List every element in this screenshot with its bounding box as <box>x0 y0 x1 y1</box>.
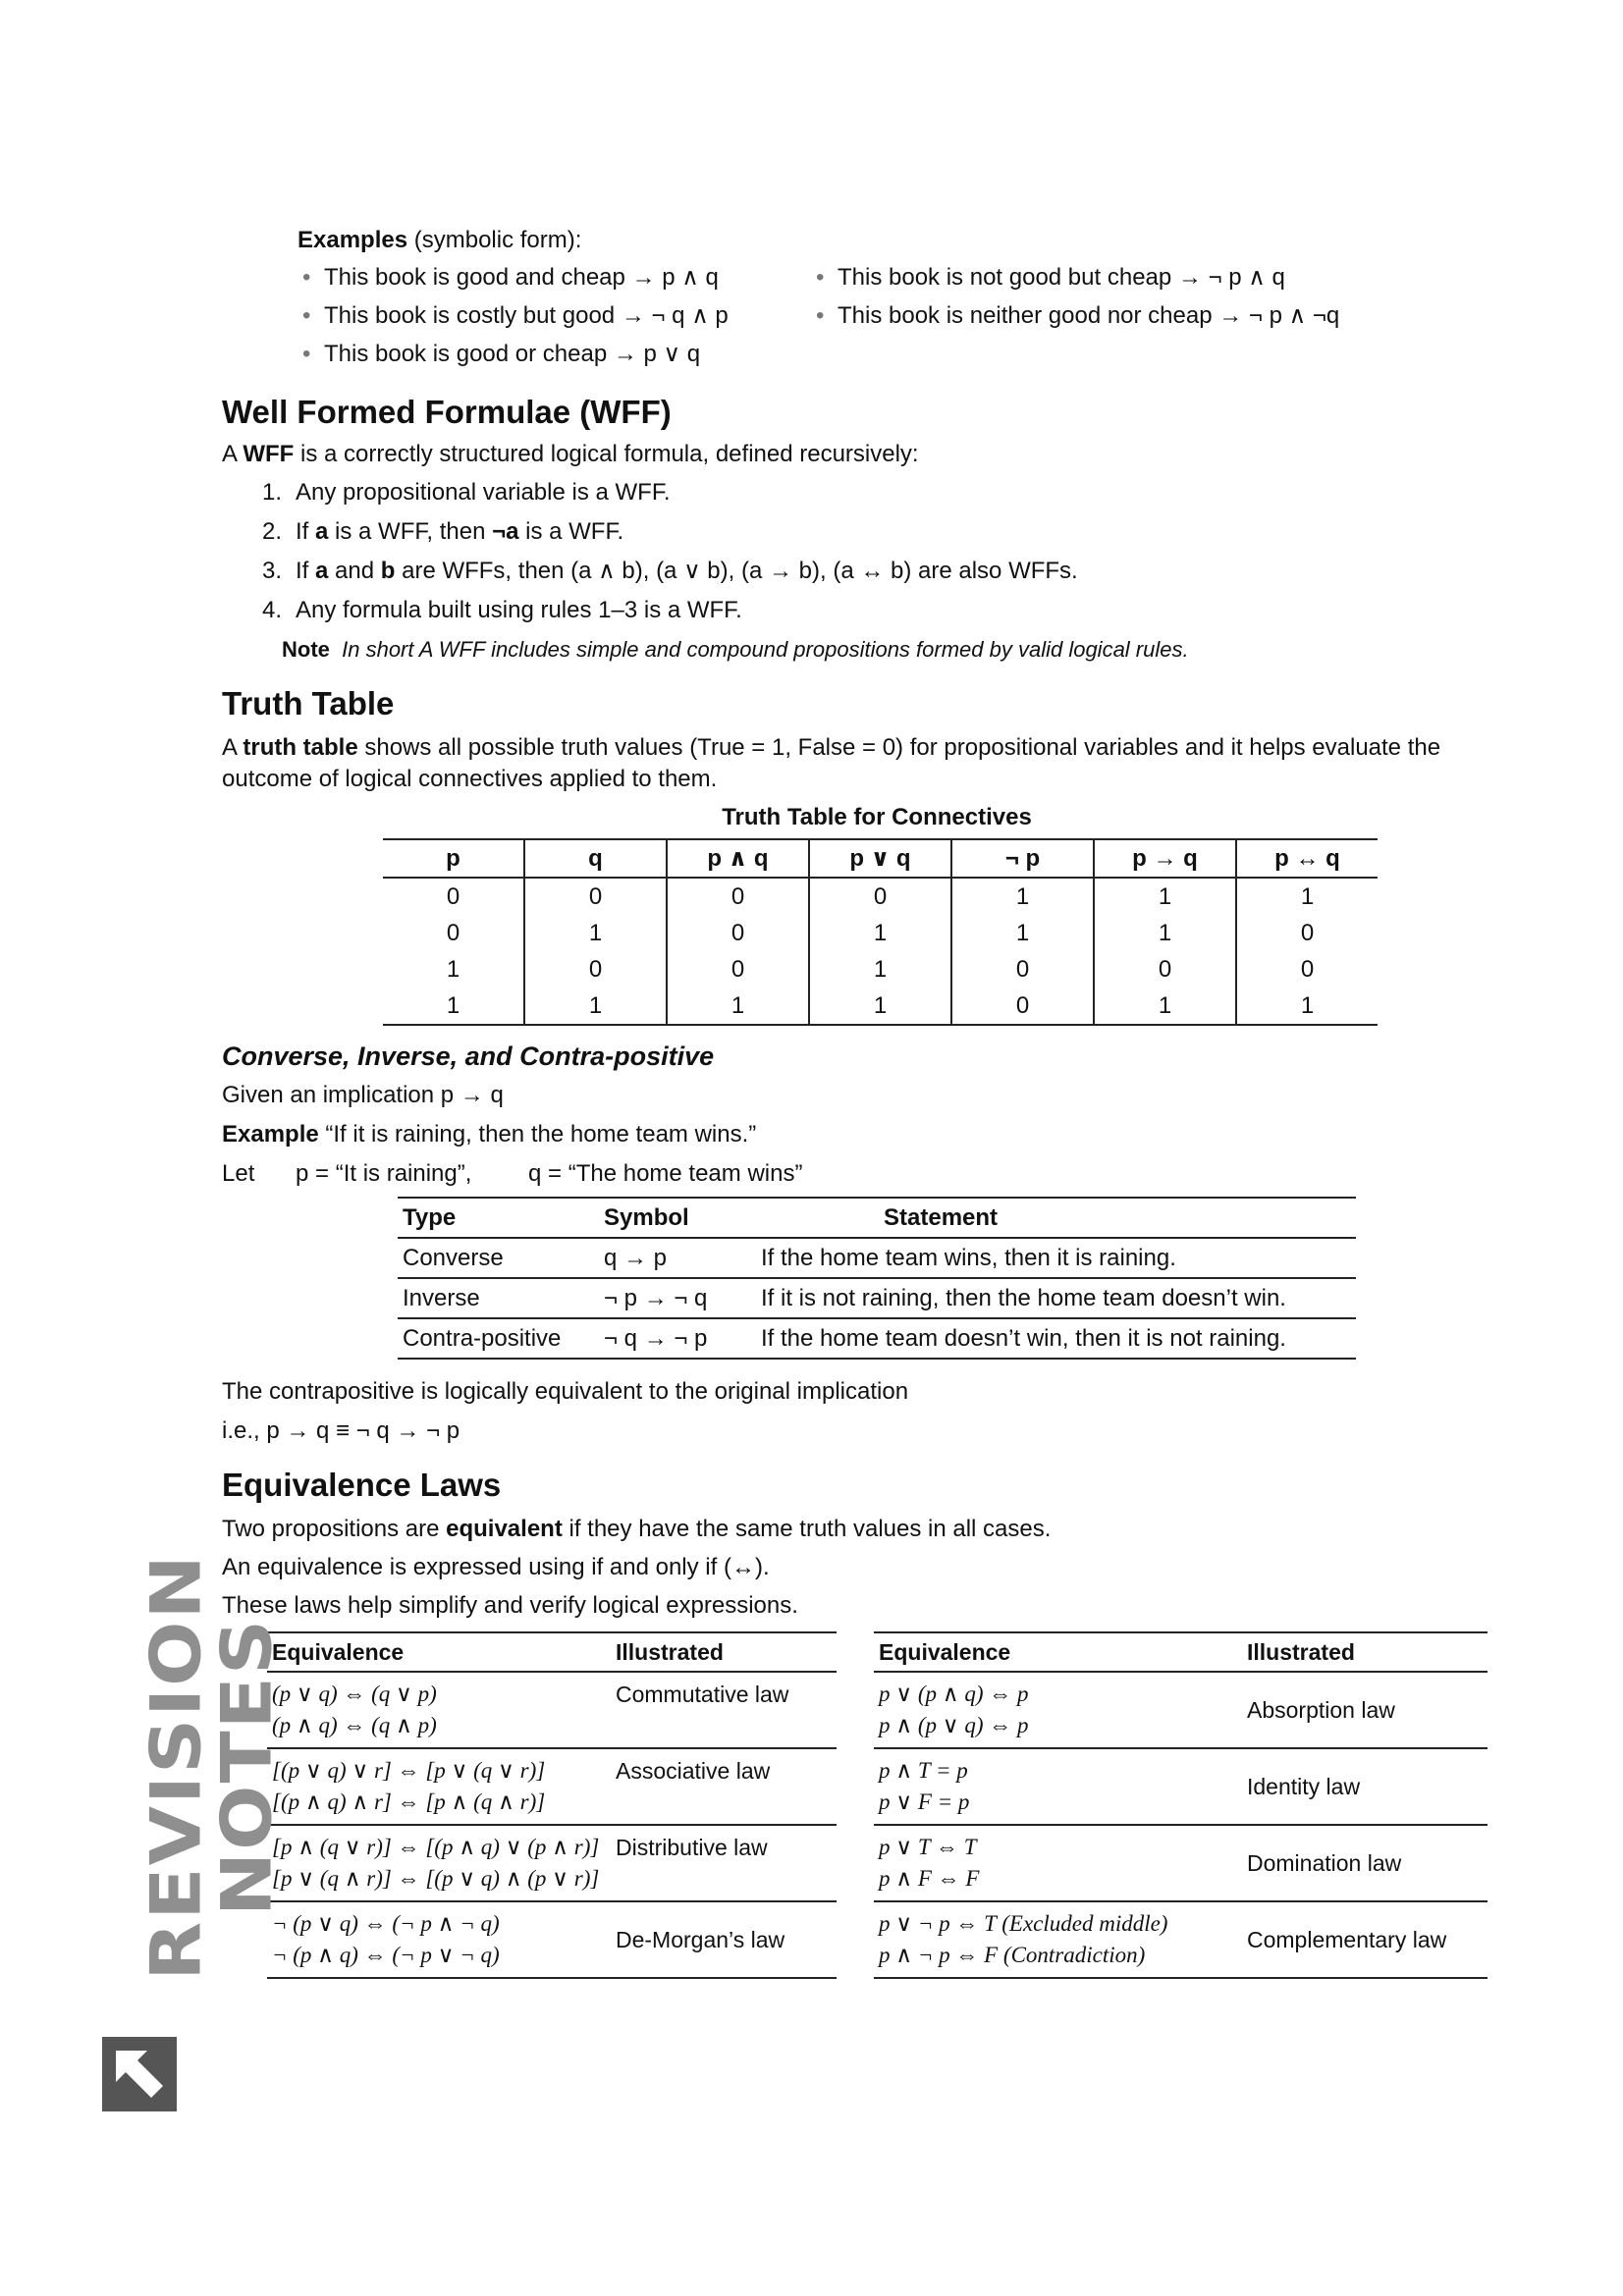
table-row <box>874 1901 1488 1978</box>
truth-header: p ↔ q <box>1236 839 1378 878</box>
cic-title: Converse, Inverse, and Contra-positive <box>222 1041 715 1071</box>
equiv-formula: [(p ∨ q) ∨ r] ⇔ [p ∨ (q ∨ r)] <box>272 1758 546 1783</box>
example-item: • This book is costly but good → ¬ q ∧ p <box>324 301 729 331</box>
equiv-formula: p ∧ (p ∨ q) ⇔ p <box>879 1713 1029 1737</box>
cic-let-p: p = “It is raining”, <box>296 1160 472 1187</box>
example-item: • This book is good and cheap → p ∧ q <box>324 263 719 293</box>
cic-let-q: q = “The home team wins” <box>528 1160 803 1187</box>
cic-cell: Converse <box>398 1238 599 1278</box>
truth-intro: A truth table shows all possible truth values (True = 1, False = 0) for propositional variables and it helps evaluate the <box>222 734 1441 761</box>
cic-cell: If the home team doesn’t win, then it is not raining. <box>756 1318 1356 1359</box>
cic-cell: Inverse <box>398 1278 599 1318</box>
cic-cell: Contra-positive <box>398 1318 599 1359</box>
table-row <box>267 1672 837 1748</box>
revision-notes-tab <box>102 1512 288 2022</box>
equiv-formula: [(p ∧ q) ∧ r] ⇔ [p ∧ (q ∧ r)] <box>272 1789 546 1814</box>
table-row <box>383 878 1378 915</box>
wff-rule: 3. If a and b are WFFs, then (a ∧ b), (a ∨ b), (a → b), (a ↔ b) are also WFFs. <box>262 558 1078 584</box>
truth-cell: 0 <box>809 878 951 915</box>
table-row <box>383 988 1378 1025</box>
cic-header: Symbol <box>599 1198 756 1238</box>
table-row <box>398 1238 1356 1278</box>
equiv-formula: ¬ (p ∨ q) ⇔ (¬ p ∧ ¬ q) <box>272 1911 500 1936</box>
truth-cell: 0 <box>1236 915 1378 951</box>
cic-cell: ¬ q → ¬ p <box>599 1318 756 1359</box>
examples-heading: Examples (symbolic form): <box>298 227 582 253</box>
table-row <box>383 915 1378 951</box>
cic-example: Example “If it is raining, then the home team wins.” <box>222 1121 757 1148</box>
table-row <box>267 1748 837 1825</box>
equiv-line: An equivalence is expressed using if and only if (↔). <box>222 1554 770 1580</box>
wff-note: Note In short A WFF includes simple and compound propositions formed by valid logical rules. <box>282 637 1189 662</box>
cic-note: The contrapositive is logically equivalent to the original implication <box>222 1378 909 1405</box>
equiv-formula: p ∨ ¬ p ⇔ T (Excluded middle) <box>879 1911 1168 1936</box>
equiv-formula: p ∨ T ⇔ T <box>879 1835 977 1859</box>
cic-header: Statement <box>756 1198 1356 1238</box>
equiv-law: Distributive law <box>611 1825 837 1901</box>
equiv-header: Illustrated <box>1242 1632 1488 1672</box>
equiv-line: These laws help simplify and verify logical expressions. <box>222 1592 798 1619</box>
truth-cell: 0 <box>1236 951 1378 988</box>
equiv-law: Identity law <box>1242 1748 1488 1825</box>
cic-let: Let <box>222 1160 255 1187</box>
truth-cell: 1 <box>446 955 460 983</box>
equiv-law: De-Morgan’s law <box>611 1901 837 1978</box>
truth-cell: 0 <box>667 915 809 951</box>
table-row <box>874 1825 1488 1901</box>
equiv-formula: p ∧ ¬ p ⇔ F (Contradiction) <box>879 1943 1146 1967</box>
cic-equivalence: i.e., p → q ≡ ¬ q → ¬ p <box>222 1417 460 1444</box>
wff-rule: 1. Any propositional variable is a WFF. <box>262 479 671 506</box>
wff-rule: 2. If a is a WFF, then ¬a is a WFF. <box>262 518 624 545</box>
wff-rule: 4. Any formula built using rules 1–3 is a WFF. <box>262 597 742 623</box>
example-item: • This book is neither good nor cheap → ¬ p ∧ ¬q <box>838 301 1339 331</box>
equiv-formula: p ∨ F = p <box>879 1789 970 1814</box>
truth-header: p ∨ q <box>809 839 951 878</box>
equiv-formula: ¬ (p ∧ q) ⇔ (¬ p ∨ ¬ q) <box>272 1943 500 1967</box>
truth-cell: 0 <box>1094 951 1236 988</box>
truth-cell: 0 <box>667 878 809 915</box>
arrow-up-left-icon <box>102 2037 177 2111</box>
truth-cell: 1 <box>667 988 809 1025</box>
truth-header: q <box>524 839 667 878</box>
example-item: • This book is not good but cheap → ¬ p ∧ q <box>838 263 1285 293</box>
revision-notes-label: REVISION NOTES <box>136 1553 288 1981</box>
truth-cell: 0 <box>524 951 667 988</box>
truth-intro-cont: outcome of logical connectives applied to them. <box>222 766 718 792</box>
equiv-table-right <box>874 1631 1488 1979</box>
equiv-header: Equivalence <box>874 1632 1242 1672</box>
truth-cell: 0 <box>667 951 809 988</box>
equiv-formula: p ∧ F ⇔ F <box>879 1866 980 1891</box>
table-row <box>398 1278 1356 1318</box>
equiv-law: Complementary law <box>1242 1901 1488 1978</box>
table-row <box>383 951 1378 988</box>
equiv-header: Equivalence <box>267 1632 611 1672</box>
truth-header: ¬ p <box>951 839 1094 878</box>
cic-header: Type <box>398 1198 599 1238</box>
equiv-formula: (p ∧ q) ⇔ (q ∧ p) <box>272 1713 437 1737</box>
truth-header: p → q <box>1094 839 1236 878</box>
truth-table-caption: Truth Table for Connectives <box>722 804 1032 830</box>
truth-title: Truth Table <box>222 685 395 721</box>
cic-table <box>398 1197 1356 1360</box>
equiv-formula: p ∨ (p ∧ q) ⇔ p <box>879 1682 1029 1706</box>
truth-table <box>383 838 1378 1026</box>
table-row <box>267 1825 837 1901</box>
example-item: • This book is good or cheap → p ∨ q <box>324 340 700 369</box>
truth-cell: 1 <box>1236 988 1378 1025</box>
cic-given: Given an implication p → q <box>222 1082 504 1108</box>
truth-cell: 1 <box>524 988 667 1025</box>
equiv-formula: p ∧ T = p <box>879 1758 968 1783</box>
wff-intro: A WFF is a correctly structured logical formula, defined recursively: <box>222 441 919 467</box>
truth-header: p ∧ q <box>667 839 809 878</box>
table-row <box>874 1672 1488 1748</box>
cic-cell: q → p <box>599 1238 756 1278</box>
wff-title: Well Formed Formulae (WFF) <box>222 394 672 430</box>
truth-cell: 1 <box>1236 878 1378 915</box>
truth-cell: 1 <box>809 988 951 1025</box>
equiv-title: Equivalence Laws <box>222 1467 502 1503</box>
truth-cell: 1 <box>383 988 524 1025</box>
equiv-formula: (p ∨ q) ⇔ (q ∨ p) <box>272 1682 437 1706</box>
equiv-table-left <box>267 1631 837 1979</box>
equiv-formula: [p ∨ (q ∧ r)] ⇔ [(p ∨ q) ∧ (p ∨ r)] <box>272 1866 600 1891</box>
truth-cell: 0 <box>951 988 1094 1025</box>
equiv-formula: [p ∧ (q ∨ r)] ⇔ [(p ∧ q) ∨ (p ∧ r)] <box>272 1835 600 1859</box>
truth-cell: 1 <box>809 915 951 951</box>
truth-cell: 1 <box>1094 988 1236 1025</box>
truth-cell: 1 <box>524 915 667 951</box>
equiv-line: Two propositions are equivalent if they have the same truth values in all cases. <box>222 1516 1052 1542</box>
equiv-law: Absorption law <box>1242 1672 1488 1748</box>
equiv-law: Associative law <box>611 1748 837 1825</box>
table-row <box>874 1748 1488 1825</box>
cic-cell: If it is not raining, then the home team doesn’t win. <box>756 1278 1356 1318</box>
truth-cell: 1 <box>951 915 1094 951</box>
cic-cell: If the home team wins, then it is raining. <box>756 1238 1356 1278</box>
truth-cell: 0 <box>446 919 460 946</box>
truth-cell: 1 <box>951 878 1094 915</box>
truth-cell: 0 <box>951 951 1094 988</box>
equiv-header: Illustrated <box>611 1632 837 1672</box>
truth-cell: 1 <box>809 951 951 988</box>
table-row <box>398 1318 1356 1359</box>
truth-cell: 1 <box>1094 878 1236 915</box>
table-row <box>267 1901 837 1978</box>
truth-header: p <box>383 839 524 878</box>
truth-cell: 0 <box>524 878 667 915</box>
cic-cell: ¬ p → ¬ q <box>599 1278 756 1318</box>
truth-cell: 1 <box>1094 915 1236 951</box>
truth-cell: 0 <box>446 882 460 910</box>
equiv-law: Commutative law <box>611 1672 837 1748</box>
equiv-law: Domination law <box>1242 1825 1488 1901</box>
